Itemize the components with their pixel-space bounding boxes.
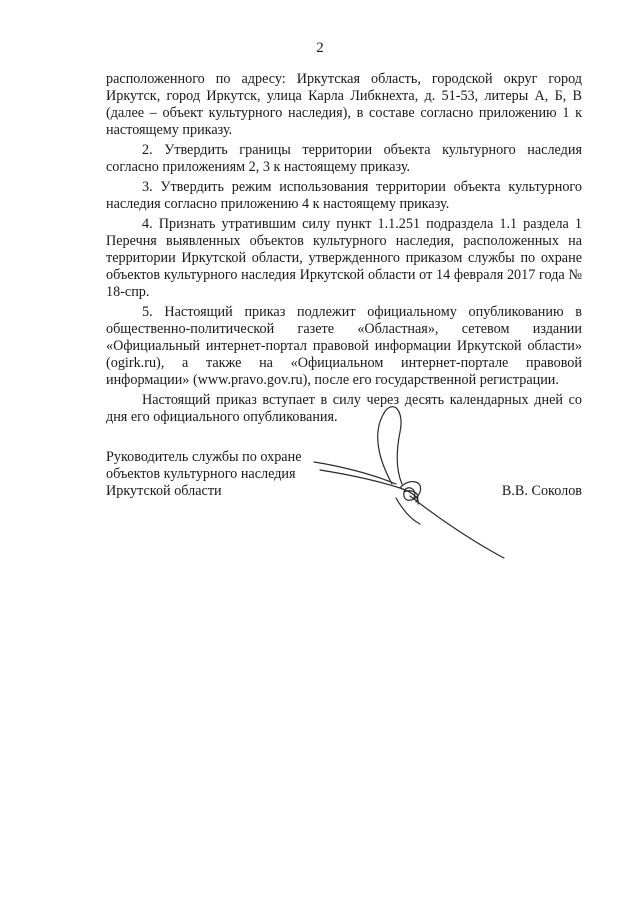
signatory-name: В.В. Соколов	[501, 483, 582, 499]
document-body	[106, 71, 582, 426]
paragraph-address: расположенного по адресу: Иркутская область, городской округ город Иркутск, город Иркутск, улица Карла Либкнехта, д. 51-53, литеры А, Б, В (далее – объект культурного наследия), в составе согласно приложению 1 к настоящему приказу.	[106, 71, 582, 138]
signatory-title-line: Иркутской области	[106, 483, 222, 499]
paragraph-item-3: 3. Утвердить режим использования территории объекта культурного наследия согласно приложению 4 к настоящему приказу.	[106, 179, 582, 212]
signatory-title-line: Руководитель службы по охране	[106, 449, 302, 465]
page-number: 2	[316, 40, 324, 56]
paragraph-effective-date: Настоящий приказ вступает в силу через десять календарных дней со дня его официального опубликования.	[106, 392, 582, 425]
signatory-title-line: объектов культурного наследия	[106, 466, 296, 482]
paragraph-item-2: 2. Утвердить границы территории объекта культурного наследия согласно приложениям 2, 3 к настоящему приказу.	[106, 142, 582, 175]
paragraph-item-4: 4. Признать утратившим силу пункт 1.1.251 подраздела 1.1 раздела 1 Перечня выявленных объектов культурного наследия, расположенных на территории Иркутской области, утвержденного приказом службы по охране объектов культурного наследия Иркутской области от 14 февраля 2017 года № 18-спр.	[106, 216, 582, 300]
handwritten-signature	[300, 392, 510, 567]
paragraph-item-5: 5. Настоящий приказ подлежит официальному опубликованию в общественно-политической газете «Областная», сетевом издании «Официальный интернет-портал правовой информации Иркутской области» (ogirk.ru), а также на «Официальном интернет-портале правовой информации» (www.pravo.gov.ru), после его государственной регистрации.	[106, 304, 582, 388]
